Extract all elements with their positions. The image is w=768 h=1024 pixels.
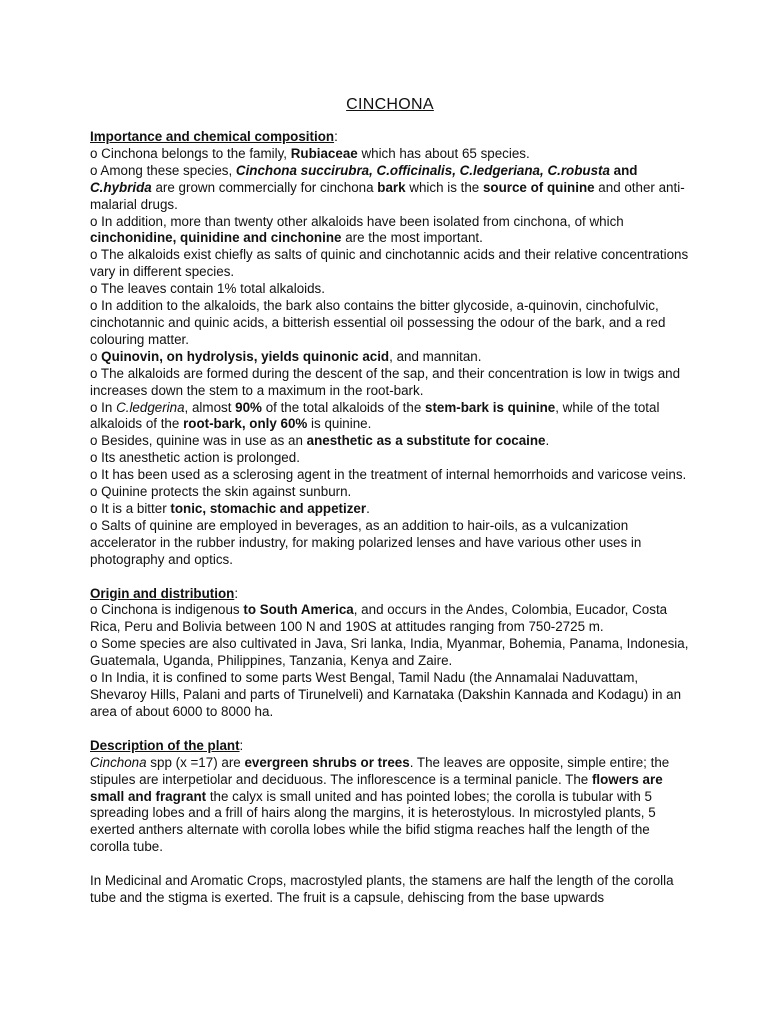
text-segment: to South America — [243, 602, 354, 618]
paragraph — [90, 484, 690, 501]
text-segment: are the most important. — [341, 230, 483, 246]
text-segment: o Besides, quinine was in use as an — [90, 433, 307, 449]
text-segment: o Quinine protects the skin against sunburn. — [90, 484, 352, 500]
text-segment: is quinine. — [307, 416, 372, 432]
text-segment: root-bark, only 60% — [183, 416, 308, 432]
text-segment: o Its anesthetic action is prolonged. — [90, 450, 300, 466]
section-spacer — [90, 569, 690, 586]
text-segment: stem-bark is quinine — [425, 399, 556, 415]
text-segment: , while of the total alkaloids of the — [90, 399, 660, 432]
text-segment: o It has been used as a sclerosing agent in the treatment of internal hemorrhoids and varicose veins. — [90, 467, 687, 483]
document-page — [90, 92, 690, 907]
text-segment: o In India, it is confined to some parts West Bengal, Tamil Nadu (the Annamalai Naduvattam, Shevaroy Hills, Palani and parts of Tirunelveli) and Karnataka (Dakshin Kannada and Kodagu) in an area of about 6000 to 8000 ha. — [90, 670, 682, 719]
text-segment: o The alkaloids are formed during the descent of the sap, and their concentration is low in twigs and increases down the stem to a maximum in the root-bark. — [90, 365, 681, 398]
paragraph — [90, 400, 690, 434]
text-segment: of the total alkaloids of the — [261, 399, 425, 415]
text-segment: . — [366, 500, 370, 516]
text-segment: Cinchona — [90, 754, 147, 770]
paragraph — [90, 298, 690, 349]
text-segment: spp (x =17) are — [146, 754, 245, 770]
text-segment: source of quinine — [482, 179, 595, 195]
paragraph — [90, 670, 690, 721]
text-segment: 90% — [235, 399, 262, 415]
text-segment: the calyx is small united and has pointed lobes; the corolla is tubular with 5 spreading lobes and a frill of hairs along the margins, it is heterostylous. In microstyled plants, 5 exerted anthers alternate with corolla lobes while the bifid stigma reaches half the length of the corolla tube. — [90, 788, 656, 855]
text-segment: , and mannitan. — [389, 348, 482, 364]
paragraph — [90, 501, 690, 518]
text-segment: o Salts of quinine are employed in beverages, as an addition to hair-oils, as a vulcanization accelerator in the rubber industry, for making polarized lenses and have various other uses in photography and optics. — [90, 517, 642, 567]
text-segment: o It is a bitter — [90, 500, 171, 516]
text-segment: o In addition, more than twenty other alkaloids have been isolated from cinchona, of which — [90, 213, 624, 229]
text-segment: which is the — [405, 179, 483, 195]
document-body — [90, 129, 690, 907]
text-segment: flowers are small and fragrant — [90, 771, 663, 804]
text-segment-bold-italic: C.hybrida — [90, 179, 152, 195]
section-heading-colon: : — [234, 585, 239, 601]
section-heading — [90, 129, 690, 146]
paragraph — [90, 518, 690, 569]
section-heading-text: Origin and distribution — [90, 585, 235, 601]
paragraph — [90, 602, 690, 636]
paragraph — [90, 366, 690, 400]
text-segment: o The leaves contain 1% total alkaloids. — [90, 281, 325, 297]
section-heading-colon: : — [239, 737, 244, 753]
text-segment — [90, 180, 152, 195]
paragraph — [90, 450, 690, 467]
text-segment: cinchonidine, quinidine and cinchonine — [90, 230, 342, 246]
text-segment: evergreen shrubs or trees — [244, 754, 410, 770]
paragraph — [90, 214, 690, 248]
text-segment: , and occurs in the Andes, Colombia, Eucador, Costa Rica, Peru and Bolivia between 100 N and 190S at attitudes ranging from 750-2725 m. — [90, 602, 668, 635]
text-segment: o Cinchona belongs to the family, — [90, 145, 291, 161]
paragraph — [90, 349, 690, 366]
paragraph — [90, 163, 690, 214]
text-segment: o Among these species, — [90, 162, 236, 178]
text-segment-bold-italic: Cinchona succirubra, C.officinalis, C.ledgeriana, C.robusta — [235, 162, 610, 178]
text-segment: and other anti-malarial drugs. — [90, 179, 685, 212]
text-segment: anesthetic as a substitute for cocaine — [306, 433, 546, 449]
text-segment: o Cinchona is indigenous — [90, 602, 244, 618]
text-segment: which has about 65 species. — [357, 145, 530, 161]
text-segment: Rubiaceae — [290, 145, 358, 161]
text-segment: C.ledgerina — [116, 399, 185, 415]
section-spacer — [90, 721, 690, 738]
text-segment: tonic, stomachic and appetizer — [170, 500, 367, 516]
text-segment: o In — [90, 399, 117, 415]
section-heading — [90, 738, 690, 755]
paragraph — [90, 636, 690, 670]
paragraph — [90, 247, 690, 281]
text-segment: , almost — [184, 399, 236, 415]
text-segment: . The leaves are opposite, simple entire; the stipules are interpetiolar and deciduous. The inflorescence is a terminal panicle. The — [90, 754, 670, 787]
text-segment: . — [545, 433, 550, 449]
text-segment: Quinovin, on hydrolysis, yields quinonic acid — [101, 348, 390, 364]
section-heading-colon: : — [334, 129, 338, 144]
section-heading-text: Description of the plant — [90, 737, 240, 753]
section-heading — [90, 586, 690, 603]
text-segment: o The alkaloids exist chiefly as salts of quinic and cinchotannic acids and their relative concentrations vary in different species. — [90, 247, 689, 280]
paragraph — [90, 467, 690, 484]
paragraph — [90, 755, 690, 856]
text-segment: are grown commercially for cinchona — [151, 179, 378, 195]
paragraph-spacer — [90, 856, 690, 873]
section-heading-text: Importance and chemical composition — [90, 129, 335, 144]
text-segment — [236, 163, 610, 178]
text-segment: In Medicinal and Aromatic Crops, macrostyled plants, the stamens are half the length of the corolla tube and the stigma is exerted. The fruit is a capsule, dehiscing from the base upwards — [90, 873, 674, 906]
paragraph — [90, 146, 690, 163]
paragraph — [90, 281, 690, 298]
text-segment: and — [609, 162, 638, 178]
page-title: CINCHONA — [346, 96, 434, 113]
text-segment: bark — [377, 179, 406, 195]
paragraph — [90, 433, 690, 450]
text-segment: o Some species are also cultivated in Java, Sri lanka, India, Myanmar, Bohemia, Panama, Indonesia, Guatemala, Uganda, Philippines, Tanzania, Kenya and Zaire. — [90, 636, 689, 669]
text-segment: o — [90, 348, 102, 364]
paragraph — [90, 873, 690, 907]
text-segment: o In addition to the alkaloids, the bark also contains the bitter glycoside, a-quinovin, cinchofulvic, cinchotannic and quinic acids, a bitterish essential oil possessing the odour of the bark, and a red colouring matter. — [90, 298, 666, 347]
